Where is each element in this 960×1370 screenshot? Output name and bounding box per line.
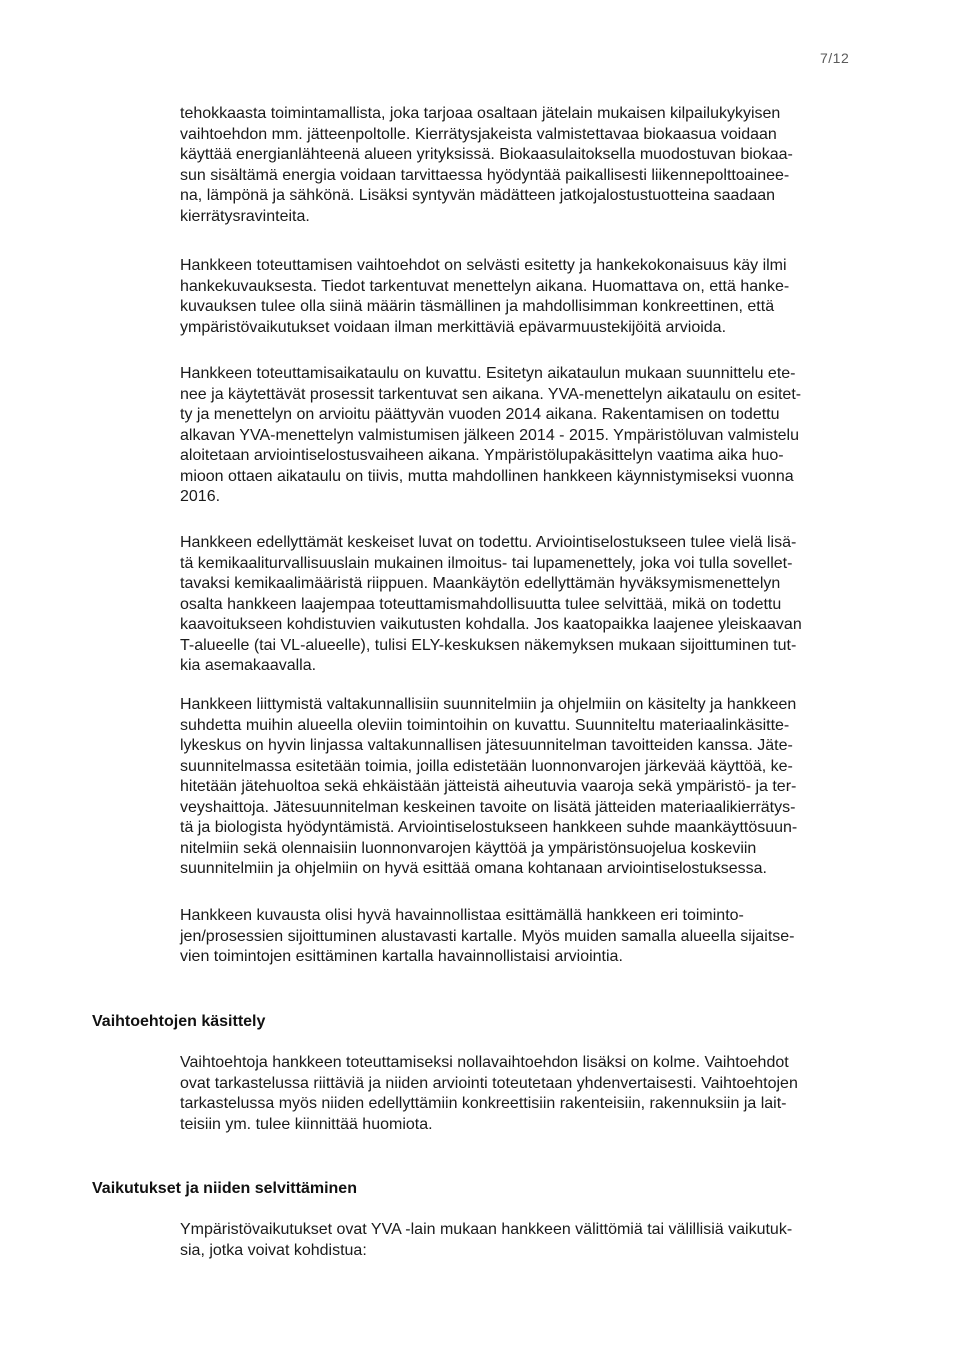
- text-line: alkavan YVA-menettelyn valmistumisen jälkeen 2014 - 2015. Ympäristöluvan valmistelu: [180, 426, 799, 444]
- text-line: nee ja käytettävät prosessit tarkentuvat sen aikana. YVA-menettelyn aikataulu on esitet-: [180, 385, 802, 403]
- text-line: Vaihtoehtoja hankkeen toteuttamiseksi nollavaihtoehdon lisäksi on kolme. Vaihtoehdot: [180, 1054, 789, 1071]
- text-line: Hankkeen liittymistä valtakunnallisiin suunnitelmiin ja ohjelmiin on käsitelty ja hankkeen: [180, 696, 797, 713]
- text-line: Hankkeen toteuttamisaikataulu on kuvattu. Esitetyn aikataulun mukaan suunnittelu ete-: [180, 365, 796, 382]
- paragraph-2: [180, 256, 890, 338]
- text-line: tavaksi kemikaalimääristä riippuen. Maankäytön edellyttämän hyväksymismenettelyn: [180, 575, 781, 592]
- text-line: mioon ottaen aikataulu on tiivis, mutta mahdollinen hankkeen käynnistymiseksi vuonna: [180, 467, 794, 485]
- text-line: Hankkeen kuvausta olisi hyvä havainnollistaa esittämällä hankkeen eri toiminto-: [180, 907, 744, 924]
- paragraph-impacts: [180, 1220, 890, 1261]
- text-line: nitelmiin sekä olennaisiin luonnonvarojen käyttöä ja ympäristönsuojelua koskeviin: [180, 839, 757, 857]
- text-line: tä kemikaaliturvallisuuslain mukainen ilmoitus- tai lupamenettely, joka voi tulla sovellet-: [180, 554, 793, 572]
- text-line: tä ja biologista hyödyntämistä. Arviointiselostukseen hankkeen suhde maankäyttösuun-: [180, 819, 798, 836]
- text-line: jen/prosessien sijoittuminen alustavasti kartalle. Myös muiden samalla alueella sijaitse-: [180, 927, 795, 945]
- text-line: hankekuvauksesta. Tiedot tarkentuvat menettelyn aikana. Huomattava on, että hanke-: [180, 277, 790, 295]
- text-line: osalta hankkeen laajempaa toteuttamismahdollisuutta tulee selvittää, mikä on todettu: [180, 595, 782, 613]
- text-line: Hankkeen toteuttamisen vaihtoehdot on selvästi esitetty ja hankekokonaisuus käy ilmi: [180, 257, 787, 274]
- text-line: veyshaittoja. Jätesuunnitelman keskeinen tavoite on lisätä jätteiden materiaalikierrätys-: [180, 798, 796, 816]
- text-line: kuvauksen tulee olla siinä määrin täsmällinen ja mahdollisimman konkreettinen, että: [180, 298, 775, 315]
- text-line: tarkastelussa myös niiden edellyttämiin konkreettisiin rakenteisiin, rakennuksiin ja lait-: [180, 1095, 787, 1112]
- paragraph-5: [180, 695, 890, 880]
- paragraph-4: [180, 533, 890, 677]
- text-line: hitetään jätehuoltoa sekä ehkäistään jätteistä aiheutuvia vaaroja sekä ympäristö- ja ter-: [180, 778, 797, 795]
- text-line: suunnitelmassa esitetään toimia, joilla edistetään luonnonvarojen järkevää käyttöä, ke-: [180, 757, 793, 775]
- paragraph-alternatives: [180, 1053, 890, 1135]
- text-line: sun sisältämä energia voidaan tarvittaessa hyödyntää paikallisesti liikennepolttoainee-: [180, 166, 790, 184]
- section-heading-alternatives: Vaihtoehtojen käsittely: [92, 1013, 266, 1030]
- text-line: na, lämpönä ja sähkönä. Lisäksi syntyvän mädätteen jatkojalostustuotteina saadaan: [180, 187, 776, 204]
- text-line: suhdetta muihin alueella oleviin toimintoihin on kuvattu. Suunniteltu materiaalinkäsitte-: [180, 716, 790, 734]
- page-number: 7/12: [820, 50, 850, 66]
- text-line: teisiin ym. tulee kiinnittää huomiota.: [180, 1115, 433, 1133]
- text-line: lykeskus on hyvin linjassa valtakunnallisen jätesuunnitelman tavoitteiden kanssa. Jäte-: [180, 737, 793, 754]
- text-line: Ympäristövaikutukset ovat YVA -lain mukaan hankkeen välittömiä tai välillisiä vaikutuk-: [180, 1221, 793, 1238]
- section-heading-impacts: Vaikutukset ja niiden selvittäminen: [92, 1180, 357, 1197]
- paragraph-1: [180, 104, 890, 227]
- text-line: ympäristövaikutukset voidaan ilman merkittäviä epävarmuustekijöitä arvioida.: [180, 318, 727, 336]
- text-line: käyttää energianlähteenä alueen yrityksissä. Biokaasulaitoksella muodostuvan biokaa-: [180, 146, 793, 163]
- text-line: aloitetaan arviointiselostusvaiheen aikana. Ympäristölupakäsittelyn vaatima aika huo-: [180, 447, 784, 464]
- text-line: vaihtoehdon mm. jätteenpoltolle. Kierrätysjakeista valmistettavaa biokaasua voidaan: [180, 125, 777, 143]
- text-line: 2016.: [180, 488, 221, 505]
- paragraph-6: [180, 906, 890, 968]
- text-line: suunnitelmiin ja ohjelmiin on hyvä esittää omana kohtanaan arviointiselostuksessa.: [180, 860, 767, 877]
- text-line: ovat tarkastelussa riittäviä ja niiden arviointi toteutetaan yhdenvertaisesti. Vaihtoehtojen: [180, 1074, 798, 1092]
- text-line: Hankkeen edellyttämät keskeiset luvat on todettu. Arviointiselostukseen tulee vielä lisä-: [180, 534, 797, 551]
- text-line: vien toimintojen esittäminen kartalla havainnollistaisi arviointia.: [180, 948, 623, 965]
- text-line: kierrätysravinteita.: [180, 207, 310, 225]
- text-line: kaavoitukseen kohdistuvien vaikutusten kohdalla. Jos kaatopaikka laajenee yleiskaavan: [180, 616, 802, 633]
- text-line: sia, jotka voivat kohdistua:: [180, 1241, 367, 1259]
- paragraph-3: [180, 364, 890, 508]
- text-line: tehokkaasta toimintamallista, joka tarjoaa osaltaan jätelain mukaisen kilpailukykyisen: [180, 105, 781, 122]
- text-line: ty ja menettelyn on arvioitu päättyvän vuoden 2014 aikana. Rakentamisen on todettu: [180, 406, 780, 423]
- text-line: T-alueelle (tai VL-alueelle), tulisi ELY-keskuksen näkemyksen mukaan sijoittuminen tut-: [180, 636, 797, 654]
- text-line: kia asemakaavalla.: [180, 657, 317, 674]
